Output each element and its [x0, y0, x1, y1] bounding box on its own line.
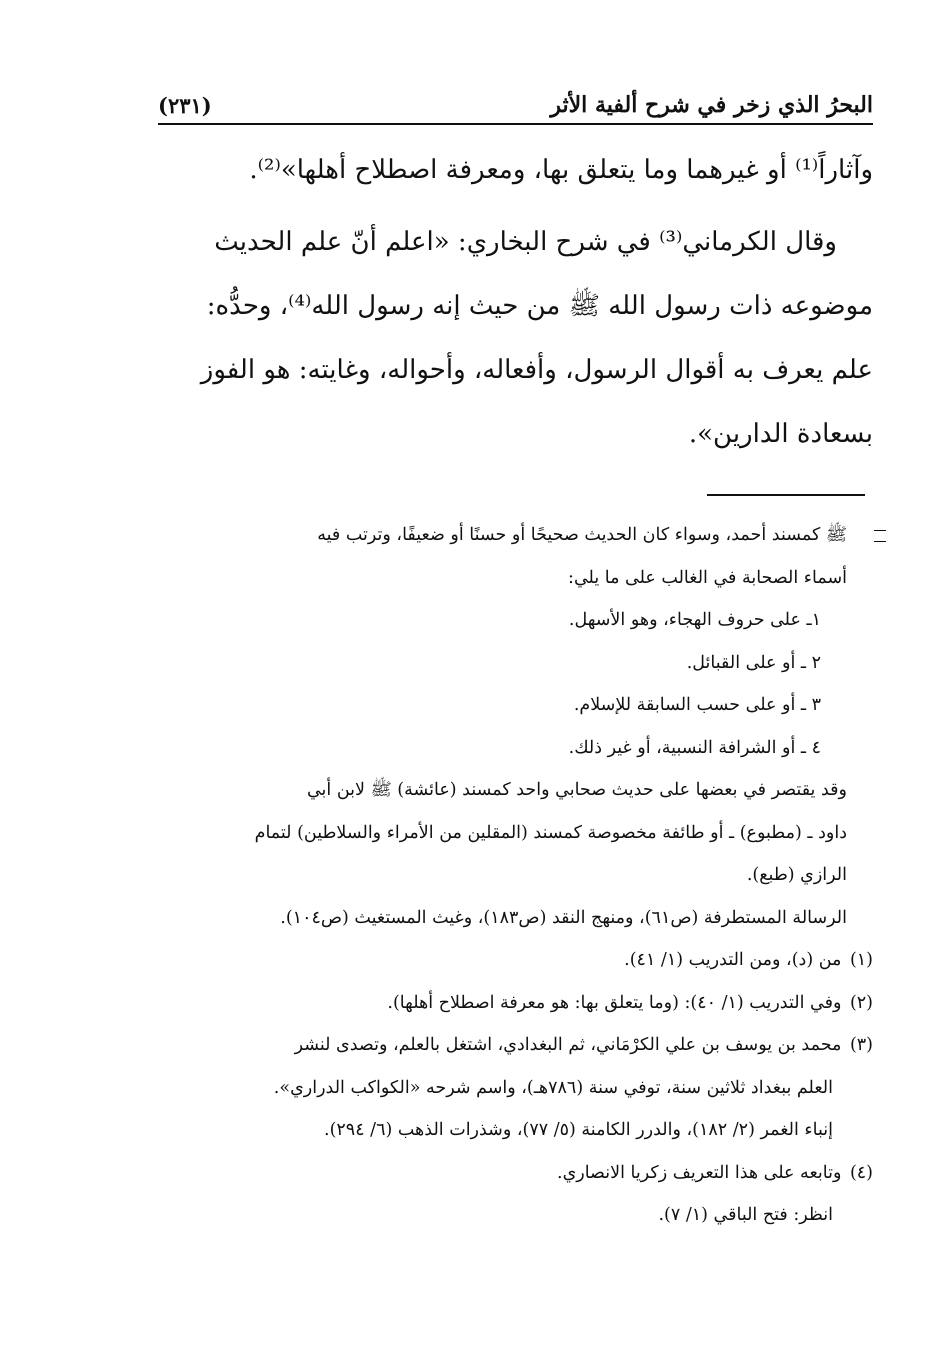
paragraph-2-line-2: موضوعه ذات رسول الله ﷺ من حيث إنه رسول الله⁽⁴⁾، وحدُّه: [206, 291, 873, 321]
footnote-4 [160, 1152, 873, 1195]
footnote-1 [160, 939, 873, 982]
footnote-continuation-line: وقد يقتصر في بعضها على حديث صحابي واحد كمسند (عائشة) ﷺ لابن أبي [306, 780, 847, 800]
footnote-list-item: ٢ ـ أو على القبائل. [686, 652, 821, 673]
footnotes [160, 514, 873, 1237]
footnote-list-item: ٣ ـ أو على حسب السابقة للإسلام. [573, 695, 821, 715]
footnote-text: وفي التدريب (١/ ٤٠): (وما يتعلق بها: هو معرفة اصطلاح أهلها). [387, 992, 842, 1013]
paragraph-1: وآثاراً⁽¹⁾ أو غيرهما وما يتعلق بها، ومعرفة اصطلاح أهلها»⁽²⁾. [249, 155, 873, 185]
footnote-continuation-line: الرازي (طبع). [746, 865, 847, 885]
footnote-text: محمد بن يوسف بن علي الكرْمَاني، ثم البغدادي، اشتغل بالعلم، وتصدى لنشر [294, 1035, 842, 1055]
footnote-number: (٢) [849, 992, 873, 1013]
paragraph-2-line-1: وقال الكرماني⁽³⁾ في شرح البخاري: «اعلم أنّ علم الحديث [214, 227, 837, 257]
paragraph-2-line-4: بسعادة الدارين». [688, 419, 873, 449]
footnote-text: العلم ببغداد ثلاثين سنة، توفي سنة (٧٨٦هـ)، واسم شرحه «الكواكب الدراري». [273, 1077, 833, 1098]
main-text [160, 138, 873, 466]
footnote-separator [707, 494, 865, 496]
footnote-number: (٣) [849, 1035, 873, 1055]
footnote-2 [160, 982, 873, 1025]
footnote-3 [160, 1024, 873, 1067]
paragraph-2-line-3: علم يعرف به أقوال الرسول، وأفعاله، وأحواله، وغايته: هو الفوز [200, 355, 873, 385]
continuation-mark [874, 530, 886, 542]
footnote-number: (١) [849, 950, 873, 970]
footnote-continuation-line: ﷺ كمسند أحمد، وسواء كان الحديث صحيحًا أو حسنًا أو ضعيفًا، وترتب فيه [317, 525, 847, 545]
footnote-list-item: ٤ ـ أو الشرافة النسبية، أو غير ذلك. [568, 737, 821, 758]
footnote-continuation-line: داود ـ (مطبوع) ـ أو طائفة مخصوصة كمسند (المقلين من الأمراء والسلاطين) لتمام [254, 822, 847, 843]
footnote-text: انظر: فتح الباقي (١/ ٧). [658, 1205, 833, 1225]
footnote-number: (٤) [849, 1162, 873, 1183]
header-rule [158, 123, 873, 125]
footnote-continuation-line: أسماء الصحابة في الغالب على ما يلي: [568, 567, 847, 588]
footnote-reference-line: الرسالة المستطرفة (ص٦١)، ومنهج النقد (ص١٨٣)، وغيث المستغيث (ص١٠٤). [280, 907, 847, 928]
footnote-text: من (د)، ومن التدريب (١/ ٤١). [624, 950, 842, 970]
footnote-list-item: ١ـ على حروف الهجاء، وهو الأسهل. [568, 610, 821, 630]
page-number: (٢٣١) [158, 93, 212, 118]
footnote-text: وتابعه على هذا التعريف زكريا الانصاري. [557, 1162, 842, 1183]
page-header [158, 84, 873, 118]
running-title: البحرُ الذي زخر في شرح ألفية الأثر [550, 92, 873, 118]
footnote-text: إنباء الغمر (٢/ ١٨٢)، والدرر الكامنة (٥/ ٧٧)، وشذرات الذهب (٦/ ٢٩٤). [324, 1120, 833, 1140]
